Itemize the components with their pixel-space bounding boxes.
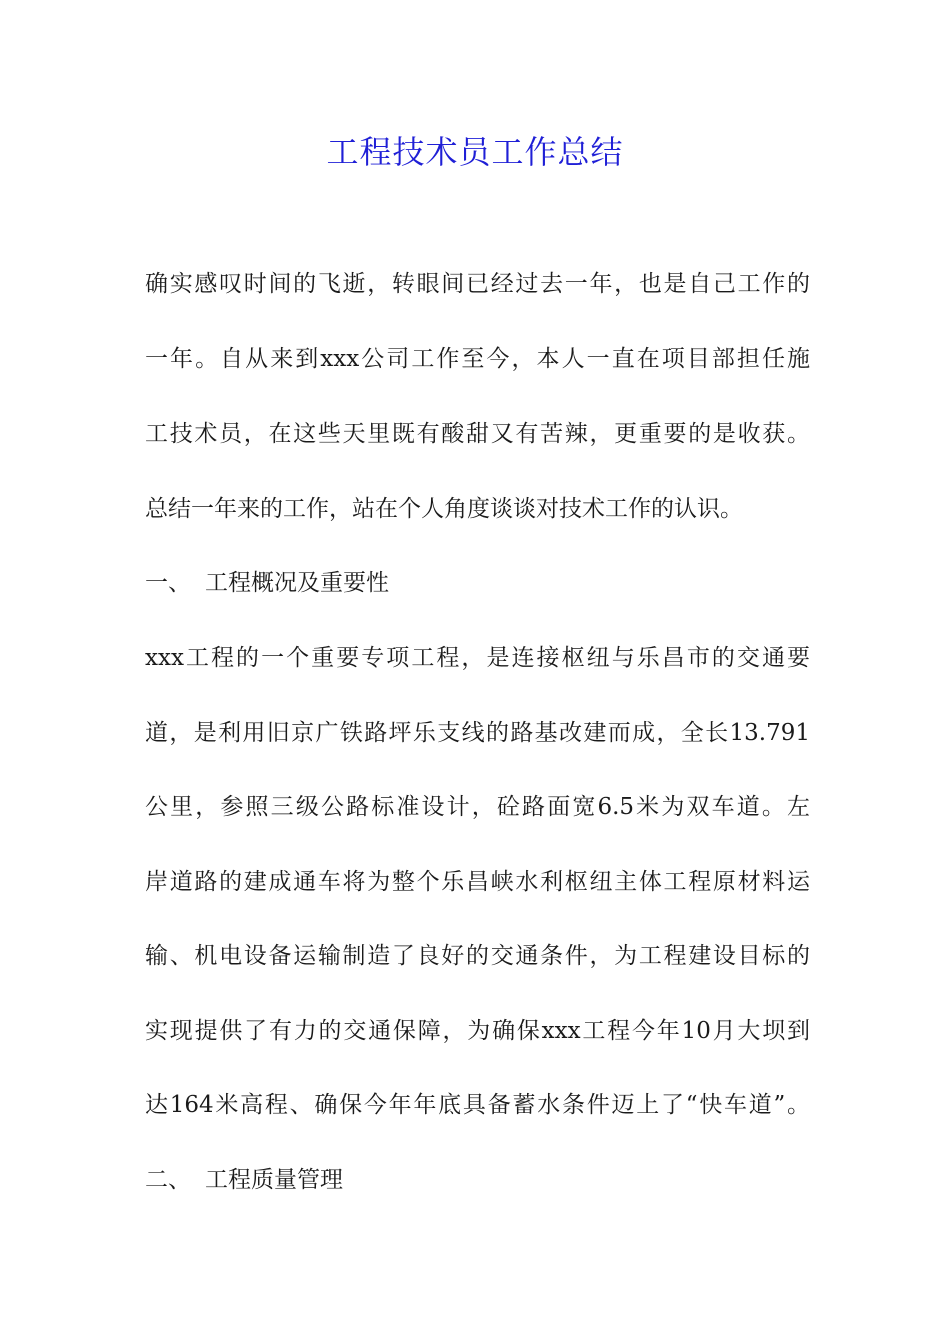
paragraph-line: 公里，参照三级公路标准设计，砼路面宽6.5米为双车道。左 <box>145 794 810 820</box>
section-number: 二、 <box>145 1167 191 1193</box>
paragraph-line: 道，是利用旧京广铁路坪乐支线的路基改建而成，全长13.791 <box>145 720 810 746</box>
paragraph-line: 总结一年来的工作，站在个人角度谈谈对技术工作的认识。 <box>145 496 743 522</box>
section-number: 一、 <box>145 570 191 596</box>
section-title: 工程质量管理 <box>205 1167 343 1193</box>
paragraph-line: 输、机电设备运输制造了良好的交通条件，为工程建设目标的 <box>145 943 810 969</box>
paragraph-line: 确实感叹时间的飞逝，转眼间已经过去一年，也是自己工作的 <box>145 271 810 297</box>
section-heading-1 <box>145 566 810 600</box>
paragraph-line: 一年。自从来到xxx公司工作至今，本人一直在项目部担任施 <box>145 346 810 372</box>
paragraph-line: 工技术员，在这些天里既有酸甜又有苦辣，更重要的是收获。 <box>145 421 810 447</box>
paragraph-line: 实现提供了有力的交通保障，为确保xxx工程今年10月大坝到 <box>145 1018 810 1044</box>
paragraph-line: 岸道路的建成通车将为整个乐昌峡水利枢纽主体工程原材料运 <box>145 869 810 895</box>
paragraph-line: xxx工程的一个重要专项工程，是连接枢纽与乐昌市的交通要 <box>145 645 810 671</box>
section-heading-2 <box>145 1163 810 1197</box>
paragraph-line: 达164米高程、确保今年年底具备蓄水条件迈上了“快车道”。 <box>145 1092 810 1118</box>
document-title: 工程技术员工作总结 <box>326 133 624 171</box>
section-title: 工程概况及重要性 <box>205 570 389 596</box>
